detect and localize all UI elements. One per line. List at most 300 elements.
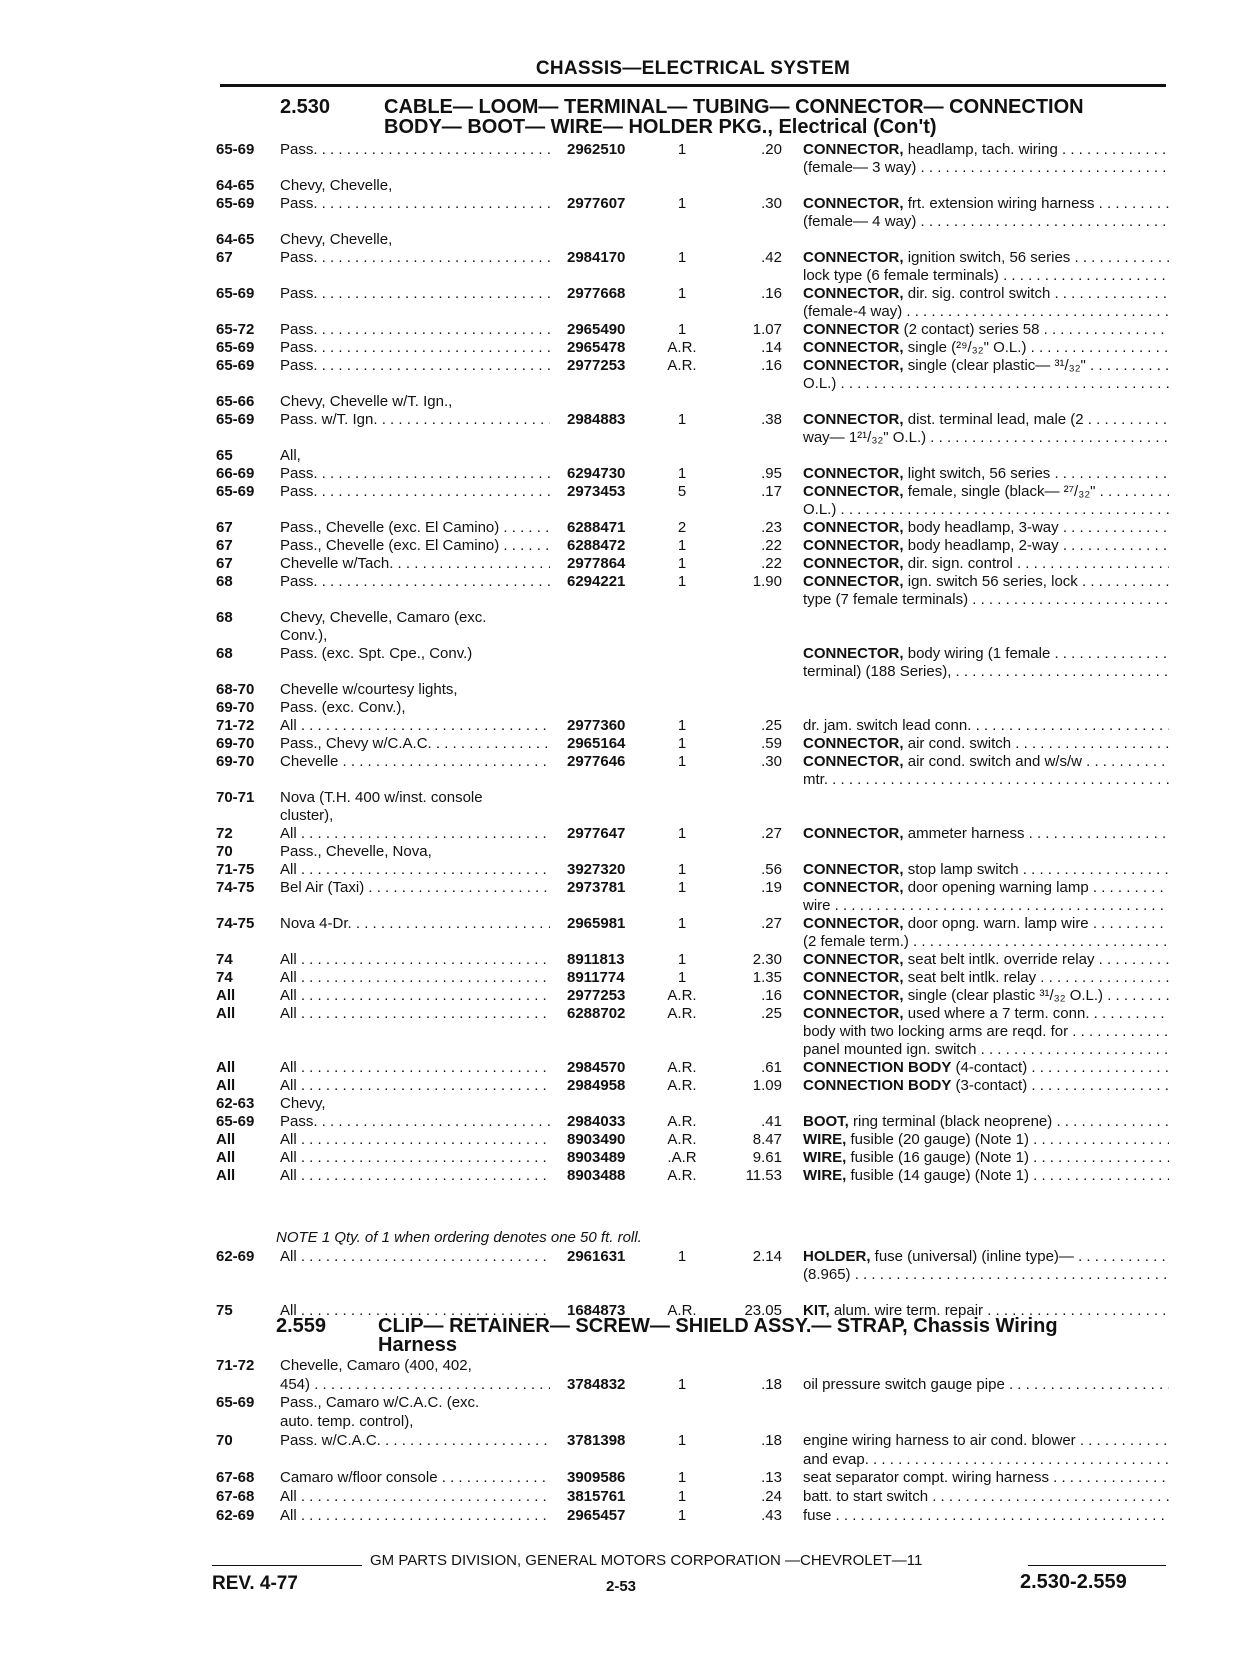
section-title-2-line1: CLIP— RETAINER— SCREW— SHIELD ASSY.— STRAP, Chassis Wiring (378, 1315, 1058, 1337)
year-cell: 69-70 (216, 699, 255, 716)
description-keyword: CONNECTOR, (803, 249, 904, 266)
table-row (0, 1247, 1236, 1266)
description-text: (2 female term.) (803, 933, 909, 950)
year-cell: 69-70 (216, 735, 255, 752)
quantity-cell: 1 (677, 555, 687, 572)
quantity-cell: A.R. (667, 1005, 697, 1022)
description-cell (803, 986, 1169, 1005)
description-cell (803, 734, 1169, 753)
table-row (0, 194, 1236, 213)
description-cell (803, 896, 1169, 915)
description-cell (803, 1130, 1169, 1149)
description-text: wire (803, 897, 831, 914)
part-number-cell: 8903490 (567, 1131, 626, 1148)
table-row (0, 932, 1236, 951)
description-cell (803, 950, 1169, 969)
description-text: dir. sign. control (903, 555, 1013, 572)
description-cell (803, 752, 1169, 771)
description-keyword: CONNECTOR, (803, 357, 904, 374)
part-number-cell: 3815761 (567, 1487, 626, 1505)
application-cell: Pass., Chevelle (exc. El Camino) . . . (280, 518, 550, 537)
table-row (0, 230, 1236, 249)
application-cell: Pass. w/C.A.C. . . . (280, 1431, 550, 1450)
description-cell (803, 770, 1169, 789)
description-cell (803, 464, 1169, 483)
description-cell (803, 878, 1169, 897)
part-number-cell: 2984033 (567, 1113, 626, 1130)
application-cell: All . . . (280, 860, 550, 879)
description-text: (2 contact) series 58 (899, 321, 1040, 338)
price-cell: .27 (761, 915, 782, 932)
description-keyword: CONNECTOR, (803, 483, 904, 500)
quantity-cell: 5 (677, 483, 687, 500)
quantity-cell: A.R. (667, 1131, 697, 1148)
application-cell: All, (280, 447, 301, 464)
description-text: mtr. (803, 771, 828, 788)
quantity-cell: 1 (677, 1506, 687, 1524)
description-cell (803, 1004, 1169, 1023)
table-row (0, 392, 1236, 411)
part-number-cell: 2977668 (567, 285, 626, 302)
year-cell: 65-69 (216, 339, 255, 356)
description-cell (803, 716, 1169, 735)
part-number-cell: 2965164 (567, 735, 626, 752)
description-cell (803, 1265, 1169, 1284)
description-text: body headlamp, 3-way (903, 519, 1059, 536)
price-cell: .95 (761, 465, 782, 482)
price-cell: 2.14 (752, 1248, 782, 1265)
section-title-2-line2: Harness (378, 1334, 457, 1356)
description-cell (803, 824, 1169, 843)
table-row (0, 860, 1236, 879)
section-range: 2.530-2.559 (1020, 1571, 1127, 1593)
price-cell: .19 (761, 879, 782, 896)
description-cell (803, 320, 1169, 339)
description-text: panel mounted ign. switch (803, 1041, 977, 1058)
part-number-cell: 8903489 (567, 1149, 626, 1166)
price-cell: .43 (761, 1506, 782, 1524)
description-cell (803, 1247, 1169, 1266)
description-keyword: CONNECTOR, (803, 1005, 904, 1022)
footer-rule-right (1028, 1565, 1166, 1566)
year-cell: 65 (216, 447, 233, 464)
table-row (0, 536, 1236, 555)
description-keyword: WIRE, (803, 1149, 847, 1166)
table-row (0, 806, 1236, 825)
description-text: body wiring (1 female (903, 645, 1051, 662)
price-cell: .25 (761, 1005, 782, 1022)
part-number-cell: 3927320 (567, 861, 626, 878)
description-cell (803, 1487, 1169, 1506)
description-keyword: CONNECTOR, (803, 825, 904, 842)
table-row (0, 248, 1236, 267)
part-number-cell: 6288702 (567, 1005, 626, 1022)
application-cell: Pass. w/T. Ign. . . . (280, 410, 550, 429)
table-row (0, 950, 1236, 969)
description-keyword: WIRE, (803, 1167, 847, 1184)
description-keyword: CONNECTOR, (803, 735, 904, 752)
page-number: 2-53 (606, 1578, 637, 1595)
year-cell: 71-72 (216, 1357, 255, 1374)
description-cell (803, 248, 1169, 267)
application-cell: Pass. . . . (280, 248, 550, 267)
table-row (0, 1022, 1236, 1041)
description-cell (803, 1022, 1169, 1041)
price-cell: .16 (761, 285, 782, 302)
description-keyword: CONNECTOR, (803, 339, 904, 356)
description-keyword: CONNECTOR (803, 321, 900, 338)
description-cell (803, 1468, 1169, 1487)
application-cell: cluster), (280, 807, 334, 824)
part-number-cell: 3909586 (567, 1469, 626, 1487)
application-cell: Pass. . . . (280, 572, 550, 591)
year-cell: 70 (216, 843, 233, 860)
year-cell: 72 (216, 825, 233, 842)
table-row (0, 1375, 1236, 1394)
price-cell: .42 (761, 249, 782, 266)
price-cell: 23.05 (744, 1302, 782, 1319)
description-text: and evap. (803, 1450, 869, 1468)
year-cell: 62-69 (216, 1248, 255, 1265)
part-number-cell: 2965457 (567, 1506, 626, 1524)
description-keyword: CONNECTION BODY (803, 1059, 952, 1076)
quantity-cell: 1 (677, 321, 687, 338)
description-keyword: HOLDER, (803, 1248, 871, 1265)
description-cell (803, 554, 1169, 573)
application-cell: Pass. (exc. Spt. Cpe., Conv.) (280, 645, 473, 662)
year-cell: 68 (216, 609, 233, 626)
table-row (0, 1393, 1236, 1412)
price-cell: .22 (761, 555, 782, 572)
table-row (0, 338, 1236, 357)
price-cell: .27 (761, 825, 782, 842)
description-text: fusible (20 gauge) (Note 1) (846, 1131, 1029, 1148)
price-cell: 1.09 (752, 1077, 782, 1094)
price-cell: .16 (761, 987, 782, 1004)
description-keyword: CONNECTOR, (803, 645, 904, 662)
description-keyword: WIRE, (803, 1131, 847, 1148)
application-cell: Pass., Chevy w/C.A.C. . . . (280, 734, 550, 753)
part-number-cell: 2977864 (567, 555, 626, 572)
description-cell (803, 1076, 1169, 1095)
description-text: stop lamp switch (903, 861, 1019, 878)
application-cell: Chevelle, Camaro (400, 402, (280, 1357, 472, 1374)
quantity-cell: 1 (677, 825, 687, 842)
table-row (0, 680, 1236, 699)
part-number-cell: 2977647 (567, 825, 626, 842)
year-cell: 62-63 (216, 1095, 255, 1112)
description-keyword: KIT, (803, 1302, 830, 1319)
year-cell: 65-69 (216, 195, 255, 212)
application-cell: All . . . (280, 1166, 550, 1185)
price-cell: 2.30 (752, 951, 782, 968)
price-cell: .56 (761, 861, 782, 878)
description-text: body headlamp, 2-way (903, 537, 1059, 554)
quantity-cell: 1 (677, 195, 687, 212)
header-rule (220, 84, 1166, 87)
year-cell: 67 (216, 519, 233, 536)
year-cell: 67 (216, 249, 233, 266)
part-number-cell: 8903488 (567, 1167, 626, 1184)
year-cell: 67-68 (216, 1487, 255, 1505)
description-keyword: CONNECTOR, (803, 987, 904, 1004)
footer-text: GM PARTS DIVISION, GENERAL MOTORS CORPORATION —CHEVROLET—11 (370, 1552, 923, 1569)
year-cell: 74-75 (216, 879, 255, 896)
description-text: engine wiring harness to air cond. blower (803, 1431, 1076, 1449)
table-row (0, 554, 1236, 573)
application-cell: Conv.), (280, 627, 328, 644)
description-text: ignition switch, 56 series (903, 249, 1071, 266)
table-row (0, 1130, 1236, 1149)
table-row (0, 878, 1236, 897)
table-row (0, 698, 1236, 717)
price-cell: .18 (761, 1431, 782, 1449)
table-row (0, 842, 1236, 861)
year-cell: All (216, 1149, 236, 1166)
application-cell: Pass. . . . (280, 194, 550, 213)
application-cell: Pass. . . . (280, 356, 550, 375)
part-number-cell: 2984570 (567, 1059, 626, 1076)
page-header: CHASSIS—ELECTRICAL SYSTEM (535, 58, 851, 79)
table-row (0, 1112, 1236, 1131)
table-row (0, 968, 1236, 987)
part-number-cell: 2977253 (567, 987, 626, 1004)
description-text: seat belt intlk. relay (903, 969, 1037, 986)
revision-label: REV. 4-77 (212, 1573, 298, 1594)
description-keyword: CONNECTOR, (803, 285, 904, 302)
price-cell: .25 (761, 717, 782, 734)
year-cell: 65-69 (216, 411, 255, 428)
quantity-cell: 2 (677, 519, 687, 536)
description-cell (803, 410, 1169, 429)
table-row (0, 464, 1236, 483)
price-cell: .38 (761, 411, 782, 428)
application-cell: Nova 4-Dr. . . . (280, 914, 550, 933)
application-cell: All . . . (280, 1506, 550, 1525)
application-cell: Pass. . . . (280, 1112, 550, 1131)
quantity-cell: .A.R (667, 1149, 697, 1166)
application-cell: Chevelle w/Tach. . . . (280, 554, 550, 573)
description-text: dist. terminal lead, male (2 (903, 411, 1084, 428)
table-row (0, 284, 1236, 303)
year-cell: 69-70 (216, 753, 255, 770)
quantity-cell: 1 (677, 735, 687, 752)
year-cell: All (216, 1131, 236, 1148)
quantity-cell: A.R. (667, 987, 697, 1004)
description-keyword: CONNECTOR, (803, 969, 904, 986)
year-cell: 65-72 (216, 321, 255, 338)
description-cell (803, 500, 1169, 519)
year-cell: 66-69 (216, 465, 255, 482)
description-text: light switch, 56 series (903, 465, 1051, 482)
application-cell: All . . . (280, 968, 550, 987)
application-cell: Pass. . . . (280, 284, 550, 303)
application-cell: All . . . (280, 1076, 550, 1095)
application-cell: Chevelle w/courtesy lights, (280, 681, 458, 698)
application-cell: Pass., Chevelle (exc. El Camino) . . . (280, 536, 550, 555)
description-keyword: CONNECTOR, (803, 141, 904, 158)
quantity-cell: 1 (677, 1469, 687, 1487)
description-cell (803, 1040, 1169, 1059)
application-cell: Pass. . . . (280, 464, 550, 483)
application-cell: Pass., Camaro w/C.A.C. (exc. (280, 1394, 480, 1412)
table-row (0, 1076, 1236, 1095)
year-cell: 65-69 (216, 357, 255, 374)
description-cell (803, 284, 1169, 303)
price-cell: .23 (761, 519, 782, 536)
part-number-cell: 2965490 (567, 321, 626, 338)
table-row (0, 608, 1236, 627)
description-cell (803, 590, 1169, 609)
quantity-cell: 1 (677, 717, 687, 734)
quantity-cell: 1 (677, 1248, 687, 1265)
year-cell: 62-69 (216, 1506, 255, 1524)
price-cell: .16 (761, 357, 782, 374)
application-cell: All . . . (280, 1301, 550, 1320)
year-cell: 67-68 (216, 1469, 255, 1487)
price-cell: 1.90 (752, 573, 782, 590)
description-text: lock type (6 female terminals) (803, 267, 999, 284)
description-text: door opng. warn. lamp wire (903, 915, 1089, 932)
quantity-cell: 1 (677, 465, 687, 482)
description-cell (803, 968, 1169, 987)
description-text: body with two locking arms are reqd. for (803, 1023, 1069, 1040)
application-cell: All . . . (280, 1487, 550, 1506)
year-cell: All (216, 1059, 236, 1076)
price-cell: 1.35 (752, 969, 782, 986)
description-text: door opening warning lamp (903, 879, 1089, 896)
year-cell: All (216, 1077, 236, 1094)
part-number-cell: 2962510 (567, 141, 626, 158)
table-row (0, 824, 1236, 843)
quantity-cell: A.R. (667, 1077, 697, 1094)
description-text: fusible (14 gauge) (Note 1) (846, 1167, 1029, 1184)
description-text: (4-contact) (951, 1059, 1028, 1076)
table-row (0, 896, 1236, 915)
description-cell (803, 338, 1169, 357)
quantity-cell: A.R. (667, 357, 697, 374)
quantity-cell: A.R. (667, 339, 697, 356)
description-keyword: BOOT, (803, 1113, 849, 1130)
year-cell: 68 (216, 573, 233, 590)
quantity-cell: A.R. (667, 1167, 697, 1184)
table-row (0, 1265, 1236, 1284)
description-text: type (7 female terminals) (803, 591, 969, 608)
description-text: frt. extension wiring harness (903, 195, 1095, 212)
description-cell (803, 860, 1169, 879)
description-cell (803, 644, 1169, 663)
table-row (0, 914, 1236, 933)
table-row (0, 644, 1236, 663)
description-cell (803, 374, 1169, 393)
application-cell: Pass., Chevelle, Nova, (280, 843, 432, 860)
application-cell: All . . . (280, 986, 550, 1005)
description-cell (803, 914, 1169, 933)
application-cell: Bel Air (Taxi) . . . (280, 878, 550, 897)
description-keyword: CONNECTOR, (803, 555, 904, 572)
application-cell: auto. temp. control), (280, 1413, 414, 1431)
description-text: terminal) (188 Series), (803, 663, 952, 680)
description-text: (3-contact) (951, 1077, 1028, 1094)
section-number-2: 2.559 (276, 1315, 327, 1337)
quantity-cell: 1 (677, 141, 687, 158)
description-keyword: CONNECTOR, (803, 537, 904, 554)
table-row (0, 1506, 1236, 1525)
table-row (0, 590, 1236, 609)
description-text: (female— 3 way) (803, 159, 917, 176)
application-cell: All . . . (280, 1004, 550, 1023)
description-cell (803, 1450, 1169, 1469)
table-row (0, 302, 1236, 321)
application-cell: Nova (T.H. 400 w/inst. console (280, 789, 483, 806)
quantity-cell: 1 (677, 861, 687, 878)
table-row (0, 428, 1236, 447)
quantity-cell: 1 (677, 537, 687, 554)
year-cell: 71-75 (216, 861, 255, 878)
description-text: air cond. switch and w/s/w (903, 753, 1082, 770)
quantity-cell: 1 (677, 1375, 687, 1393)
application-cell: Pass. . . . (280, 338, 550, 357)
table-row (0, 770, 1236, 789)
table-row (0, 176, 1236, 195)
part-number-cell: 8911813 (567, 951, 625, 968)
table-row (0, 1356, 1236, 1375)
table-row (0, 752, 1236, 771)
table-row (0, 320, 1236, 339)
part-number-cell: 2977646 (567, 753, 626, 770)
price-cell: .13 (761, 1469, 782, 1487)
description-text: oil pressure switch gauge pipe (803, 1375, 1005, 1393)
price-cell: .24 (761, 1487, 782, 1505)
application-cell: All . . . (280, 1130, 550, 1149)
description-text: single (²⁹/₃₂" O.L.) (903, 339, 1027, 356)
quantity-cell: A.R. (667, 1059, 697, 1076)
year-cell: 65-69 (216, 285, 255, 302)
table-row (0, 734, 1236, 753)
description-keyword: CONNECTOR, (803, 519, 904, 536)
table-row (0, 374, 1236, 393)
description-text: (female-4 way) (803, 303, 903, 320)
application-cell: All . . . (280, 1148, 550, 1167)
application-cell: Chevy, (280, 1095, 326, 1112)
description-cell (803, 1375, 1169, 1394)
section-title-line2: BODY— BOOT— WIRE— HOLDER PKG., Electrical (Con't) (384, 116, 937, 138)
application-cell: All . . . (280, 824, 550, 843)
price-cell: 11.53 (745, 1167, 782, 1184)
application-cell: Pass. (exc. Conv.), (280, 699, 406, 716)
application-cell: Pass. . . . (280, 140, 550, 159)
table-row (0, 158, 1236, 177)
application-cell: Chevy, Chevelle, (280, 177, 393, 194)
description-keyword: CONNECTOR, (803, 861, 904, 878)
part-number-cell: 2984883 (567, 411, 626, 428)
quantity-cell: A.R. (667, 1113, 697, 1130)
table-row (0, 356, 1236, 375)
description-keyword: CONNECTOR, (803, 915, 904, 932)
description-text: single (clear plastic— ³¹/₃₂" (903, 357, 1086, 374)
description-cell (803, 518, 1169, 537)
description-text: seat separator compt. wiring harness (803, 1469, 1049, 1487)
price-cell: .30 (761, 195, 782, 212)
quantity-cell: 1 (677, 1487, 687, 1505)
part-number-cell: 3784832 (567, 1375, 626, 1393)
part-number-cell: 2977360 (567, 717, 626, 734)
year-cell: 71-72 (216, 717, 255, 734)
description-cell (803, 212, 1169, 231)
quantity-cell: 1 (677, 879, 687, 896)
year-cell: 64-65 (216, 177, 255, 194)
description-text: female, single (black— ²⁷/₃₂" (903, 483, 1096, 500)
